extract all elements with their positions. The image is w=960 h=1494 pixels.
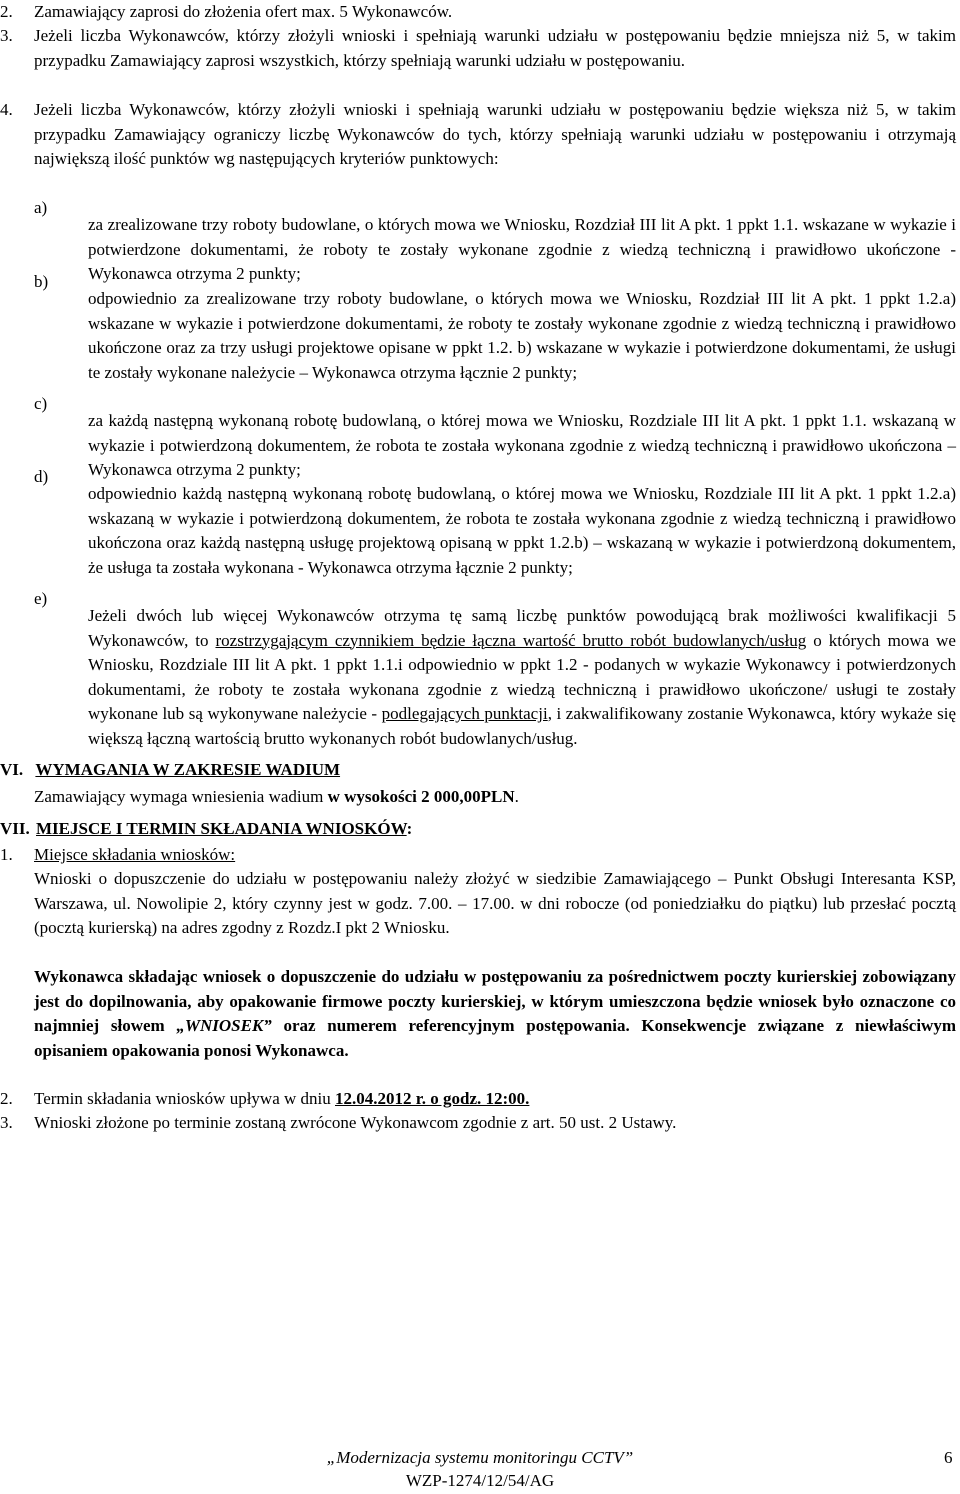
section-vi-heading	[0, 758, 340, 783]
item-3-text: Jeżeli liczba Wykonawców, którzy złożyli wnioski i spełniają warunki udziału w postępowaniu będzie mniejsza niż 5, w takim przypadku Zamawiający zaprosi wszystkich, którzy spełniają warunki udziału w postępowaniu.	[34, 26, 956, 70]
sub-d-label: d)	[34, 467, 49, 486]
sub-e-text	[88, 604, 956, 752]
sub-e-part2: o których mowa we Wniosku, Rozdziale III lit A pkt. 1 ppkt 1.1.i odpowiednio w ppkt 1.2 - podanych w wykazie Wykonawcy i potwierdzonych dokumentami, że roboty te została wykonana zgodnie z wiedzą techniczną i prawidłowo ukończone/ usługi te zostały wykonane lub są wykonywane należycie -	[88, 630, 956, 724]
footer-project-title: „Modernizacja systemu monitoringu CCTV”	[326, 1448, 634, 1467]
sub-a-text: za zrealizowane trzy roboty budowlane, o których mowa we Wniosku, Rozdział III lit A pkt. 1 ppkt 1.1. wskazane w wykazie i potwierdzone dokumentami, że roboty te zostały wykonane zgodnie z wiedzą techniczną i prawidłowo ukończone - Wykonawca otrzyma 2 punkty;	[88, 215, 956, 284]
section-vii-colon: :	[406, 819, 413, 838]
item-4-text: Jeżeli liczba Wykonawców, którzy złożyli wnioski i spełniają warunki udziału w postępowaniu będzie większa niż 5, w takim przypadku Zamawiający ograniczy liczbę Wykonawców do tych, którzy spełniają warunki udziału w postępowaniu i otrzymają największą ilość punktów wg następujących kryteriów punktowych:	[34, 100, 956, 169]
sub-b-text: odpowiednio za zrealizowane trzy roboty budowlane, o których mowa we Wniosku, Rozdział III lit A pkt. 1 ppkt 1.2.a) wskazane w wykazie i potwierdzone dokumentami, że roboty te zostały wykonane zgodnie z wiedzą techniczną i prawidłowo ukończone oraz za trzy usługi projektowe opisane w ppkt 1.2. b) wskazane w wykazie i potwierdzone dokumentami, że usługi te zostały wykonane należycie – Wykonawca otrzyma łącznie 2 punkty;	[88, 289, 956, 382]
vii-1-number: 1.	[0, 845, 13, 864]
section-vi-end: .	[514, 787, 519, 806]
sub-a-label: a)	[34, 198, 48, 217]
section-vi-number: VI.	[0, 760, 24, 779]
section-vii-title: MIEJSCE I TERMIN SKŁADANIA WNIOSKÓW	[36, 819, 407, 838]
footer-reference-code: WZP-1274/12/54/AG	[405, 1471, 555, 1490]
item-3-number: 3.	[0, 26, 13, 45]
section-vii-heading	[0, 817, 412, 842]
sub-e-label: e)	[34, 589, 48, 608]
vii-2-text	[34, 1087, 956, 1112]
vii-1-keyword: „WNIOSEK”	[176, 1016, 272, 1036]
item-2-number: 2.	[0, 2, 13, 21]
vii-1-text: Wnioski o dopuszczenie do udziału w postępowaniu należy złożyć w siedzibie Zamawiającego – Punkt Obsługi Interesanta KSP, Warszawa, ul. Nowolipie 2, który czynny jest w godz. 7.00. – 17.00. w dni robocze (od poniedziałku do piątku) lub przesłać pocztą (pocztą kurierską) na adres zgodny z Rozdz.I pkt 2 Wniosku.	[34, 869, 956, 938]
vii-1-bold-2: oraz numerem referencyjnym postępowania. Konsekwencje związane z niewłaściwym opisaniem opakowania ponosi Wykonawca.	[34, 1016, 956, 1060]
sub-e-underline-1: rozstrzygającym czynnikiem będzie łączna wartość brutto robót budowlanych/usług	[215, 630, 807, 650]
section-vi-title: WYMAGANIA W ZAKRESIE WADIUM	[35, 760, 341, 779]
section-vii-number: VII.	[0, 819, 30, 838]
sub-d-text: odpowiednio każdą następną wykonaną robotę budowlaną, o której mowa we Wniosku, Rozdziale III lit A pkt. 1 ppkt 1.2.a) wskazaną w wykazie i potwierdzoną dokumentem, że robota te została wykonana zgodnie z wiedzą techniczną i prawidłowo ukończona oraz każdą następną usługę projektową opisaną w ppkt 1.2.b) – wskazaną w wykazie i potwierdzoną dokumentem, że usługa ta została wykonana - Wykonawca otrzyma łącznie 2 punkty;	[88, 484, 956, 577]
sub-c-label: c)	[34, 394, 48, 413]
item-4-number: 4.	[0, 100, 13, 119]
vii-3-number: 3.	[0, 1113, 13, 1132]
vii-1-bold-1: Wykonawca składając wniosek o dopuszczenie do udziału w postępowaniu za pośrednictwem poczty kurierskiej zobowiązany jest do dopilnowania, aby opakowanie firmowe poczty kurierskiej, w którym umieszczona będzie wniosek było oznaczone co najmniej słowem	[34, 967, 956, 1036]
section-vi-plain: Zamawiający wymaga wniesienia wadium	[34, 787, 328, 806]
section-vi-text	[34, 785, 956, 810]
vii-2-number: 2.	[0, 1089, 13, 1108]
sub-b-label: b)	[34, 272, 49, 291]
sub-e-part1: Jeżeli dwóch lub więcej Wykonawców otrzyma tę samą liczbę punktów powodującą brak możliwości kwalifikacji 5 Wykonawców, to	[88, 606, 956, 650]
vii-1-courier-notice	[34, 965, 956, 1063]
vii-2-plain: Termin składania wniosków upływa w dniu	[34, 1089, 335, 1108]
item-2-text: Zamawiający zaprosi do złożenia ofert max. 5 Wykonawców.	[34, 2, 453, 21]
vii-1-heading: Miejsce składania wniosków:	[34, 845, 236, 864]
page-number: 6	[944, 1448, 953, 1467]
section-vi-amount: w wysokości 2 000,00PLN	[327, 787, 515, 806]
vii-2-deadline: 12.04.2012 r. o godz. 12:00.	[335, 1089, 530, 1108]
sub-e-underline-2: podlegających punktacji	[381, 704, 548, 724]
vii-3-text: Wnioski złożone po terminie zostaną zwrócone Wykonawcom zgodnie z art. 50 ust. 2 Ustawy.	[34, 1113, 677, 1132]
sub-e-part3: , i zakwalifikowany zostanie Wykonawca, który wykaże się większą łączną wartością brutto wykonanych robót budowlanych/usług.	[88, 704, 956, 748]
sub-c-text: za każdą następną wykonaną robotę budowlaną, o której mowa we Wniosku, Rozdziale III lit A pkt. 1 ppkt 1.1. wskazaną w wykazie i potwierdzoną dokumentem, że robota te została wykonana zgodnie z wiedzą techniczną i prawidłowo ukończona – Wykonawca otrzyma 2 punkty;	[88, 411, 956, 480]
